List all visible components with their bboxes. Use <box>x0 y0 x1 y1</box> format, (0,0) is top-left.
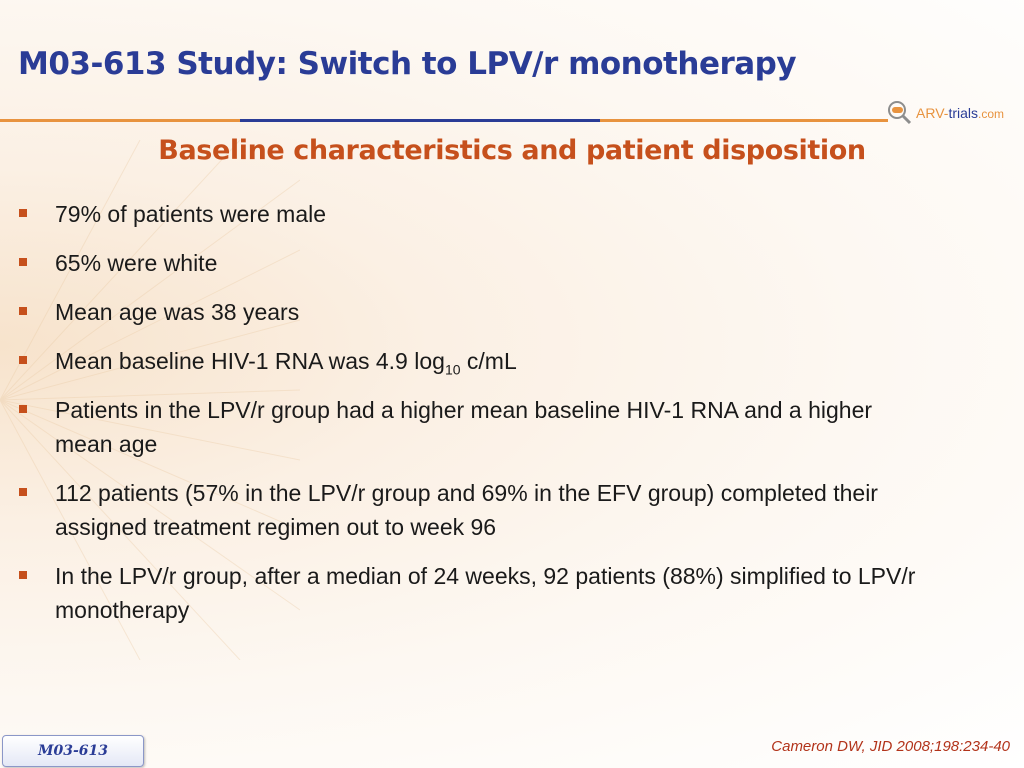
bullet-square-icon <box>19 571 27 579</box>
bullet-list <box>18 197 918 642</box>
bullet-square-icon <box>19 209 27 217</box>
bullet-square-icon <box>19 307 27 315</box>
study-badge: M03-613 <box>2 735 144 767</box>
slide-subtitle: Baseline characteristics and patient disposition <box>158 135 866 166</box>
bullet-item: In the LPV/r group, after a median of 24 weeks, 92 patients (88%) simplified to LPV/r monotherapy <box>18 559 918 627</box>
citation: Cameron DW, JID 2008;198:234-40 <box>771 738 1010 755</box>
bullet-square-icon <box>19 258 27 266</box>
bullet-square-icon <box>19 405 27 413</box>
arv-trials-logo <box>886 98 1016 128</box>
bullet-square-icon <box>19 356 27 364</box>
magnifier-pill-icon <box>886 99 914 127</box>
bullet-square-icon <box>19 488 27 496</box>
bullet-item: 79% of patients were male <box>18 197 918 231</box>
bullet-item: Mean age was 38 years <box>18 295 918 329</box>
bullet-item: 112 patients (57% in the LPV/r group and 69% in the EFV group) completed their assigned treatment regimen out to week 96 <box>18 476 918 544</box>
bullet-item: 65% were white <box>18 246 918 280</box>
bullet-item: Mean baseline HIV-1 RNA was 4.9 $\log_{10} c/mL$ <box>18 344 918 378</box>
logo-text: ARV-trials.com <box>916 105 1005 121</box>
header-divider <box>0 119 888 122</box>
slide-title: M03-613 Study: Switch to LPV/r monotherapy <box>18 46 797 82</box>
bullet-item: Patients in the LPV/r group had a higher mean baseline HIV-1 RNA and a higher mean age <box>18 393 918 461</box>
